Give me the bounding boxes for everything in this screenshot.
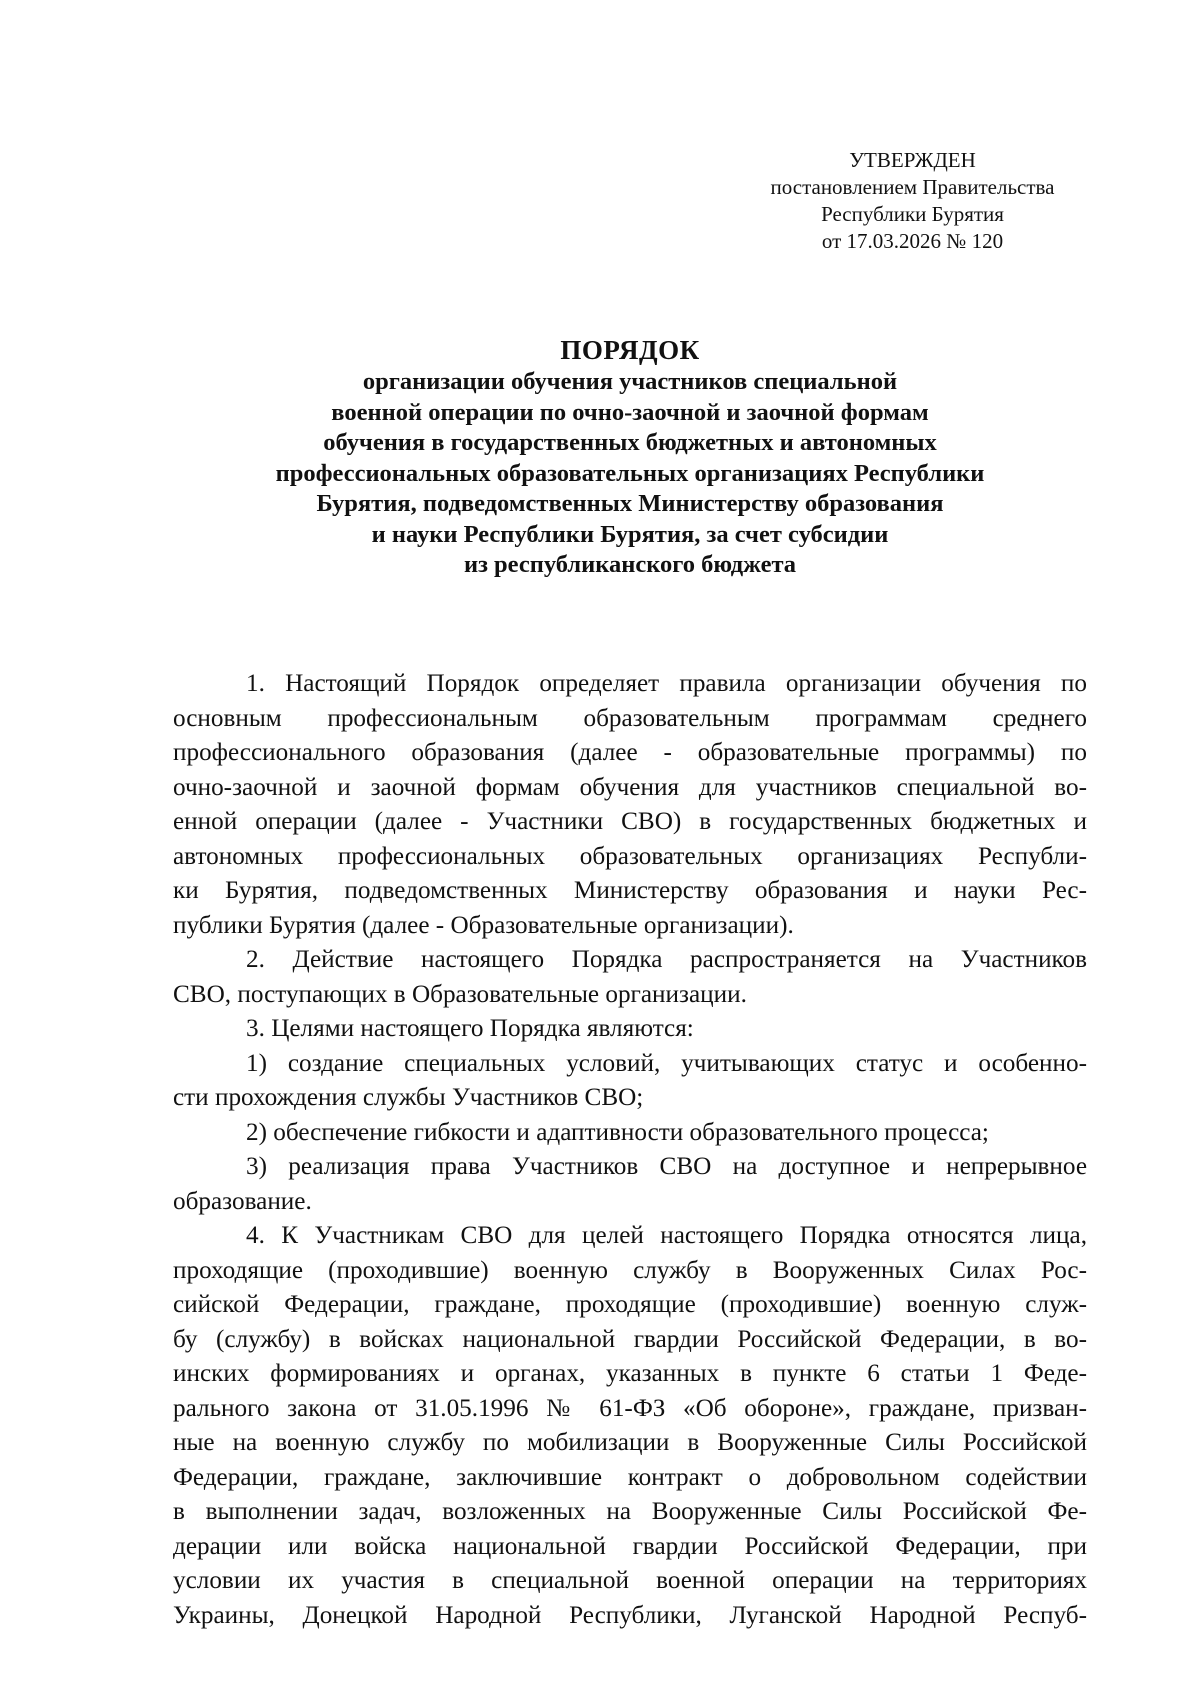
document-subtitle-line: организации обучения участников специальной: [362, 368, 898, 395]
text-line: в выполнении задач, возложенных на Вооруженные Силы Российской Фе-: [173, 1498, 1087, 1525]
text-line: 3. Целями настоящего Порядка являются:: [246, 1015, 694, 1042]
approval-heading: УТВЕРЖДЕН: [849, 148, 976, 172]
text-line: Федерации, граждане, заключившие контракт о добровольном содействии: [173, 1463, 1087, 1491]
document-title: ПОРЯДОК: [560, 335, 700, 365]
approval-republic: Республики Бурятия: [821, 202, 1004, 226]
text-line: профессионального образования (далее - образовательные программы) по: [173, 739, 1087, 766]
text-line: Украины, Донецкой Народной Республики, Луганской Народной Респуб-: [173, 1601, 1087, 1629]
paragraph-4: [173, 1219, 1087, 1633]
paragraph-3-item-1: [173, 1047, 1087, 1116]
paragraph-3: [173, 1012, 1087, 1047]
text-line: публики Бурятия (далее - Образовательные организации).: [173, 911, 794, 939]
text-line: рального закона от 31.05.1996 № 61-ФЗ «Об обороне», граждане, призван-: [173, 1394, 1087, 1422]
document-subtitle-line: профессиональных образовательных организациях Республики: [275, 459, 985, 487]
text-line: 2) обеспечение гибкости и адаптивности образовательного процесса;: [246, 1118, 989, 1146]
text-line: СВО, поступающих в Образовательные организации.: [173, 980, 747, 1008]
document-subtitle-line: обучения в государственных бюджетных и автономных: [323, 429, 937, 456]
text-line: ные на военную службу по мобилизации в Вооруженные Силы Российской: [173, 1429, 1087, 1456]
text-line: образование.: [173, 1187, 312, 1215]
paragraph-1: [173, 667, 1087, 943]
document-subtitle-line: военной операции по очно-заочной и заочной формам: [331, 398, 929, 426]
document-body: [173, 667, 1087, 1633]
paragraph-3-item-2: [173, 1116, 1087, 1151]
approval-stamp: [740, 147, 1085, 255]
text-line: ки Бурятия, подведомственных Министерству образования и науки Рес-: [173, 877, 1087, 904]
text-line: 1. Настоящий Порядок определяет правила организации обучения по: [246, 670, 1087, 697]
title-block: [200, 334, 1060, 581]
text-line: 2. Действие настоящего Порядка распространяется на Участников: [246, 946, 1087, 973]
document-subtitle-line: и науки Республики Бурятия, за счет субсидии: [371, 520, 889, 548]
text-line: 4. К Участникам СВО для целей настоящего Порядка относятся лица,: [246, 1222, 1087, 1249]
text-line: 1) создание специальных условий, учитывающих статус и особенно-: [246, 1049, 1087, 1077]
text-line: автономных профессиональных образовательных организациях Республи-: [173, 842, 1087, 870]
text-line: очно-заочной и заочной формам обучения для участников специальной во-: [173, 773, 1087, 801]
document-subtitle-line: Бурятия, подведомственных Министерству образования: [316, 490, 944, 517]
text-line: проходящие (проходившие) военную службу в Вооруженных Силах Рос-: [173, 1256, 1087, 1284]
text-line: бу (службу) в войсках национальной гвардии Российской Федерации, в во-: [173, 1325, 1087, 1353]
text-line: енной операции (далее - Участники СВО) в государственных бюджетных и: [173, 808, 1087, 835]
text-line: дерации или войска национальной гвардии Российской Федерации, при: [173, 1532, 1087, 1560]
text-line: сти прохождения службы Участников СВО;: [173, 1084, 644, 1111]
document-subtitle-line: из республиканского бюджета: [463, 551, 797, 578]
paragraph-3-item-3: [173, 1150, 1087, 1219]
paragraph-2: [173, 943, 1087, 1012]
text-line: основным профессиональным образовательным программам среднего: [173, 704, 1087, 732]
text-line: инских формированиях и органах, указанных в пункте 6 статьи 1 Феде-: [173, 1360, 1087, 1387]
text-line: 3) реализация права Участников СВО на доступное и непрерывное: [246, 1153, 1087, 1180]
approval-date-number: от 17.03.2026 № 120: [821, 229, 1004, 253]
text-line: сийской Федерации, граждане, проходящие (проходившие) военную служ-: [173, 1291, 1087, 1318]
text-line: условии их участия в специальной военной операции на территориях: [173, 1567, 1087, 1594]
approval-decree: постановлением Правительства: [770, 175, 1055, 199]
